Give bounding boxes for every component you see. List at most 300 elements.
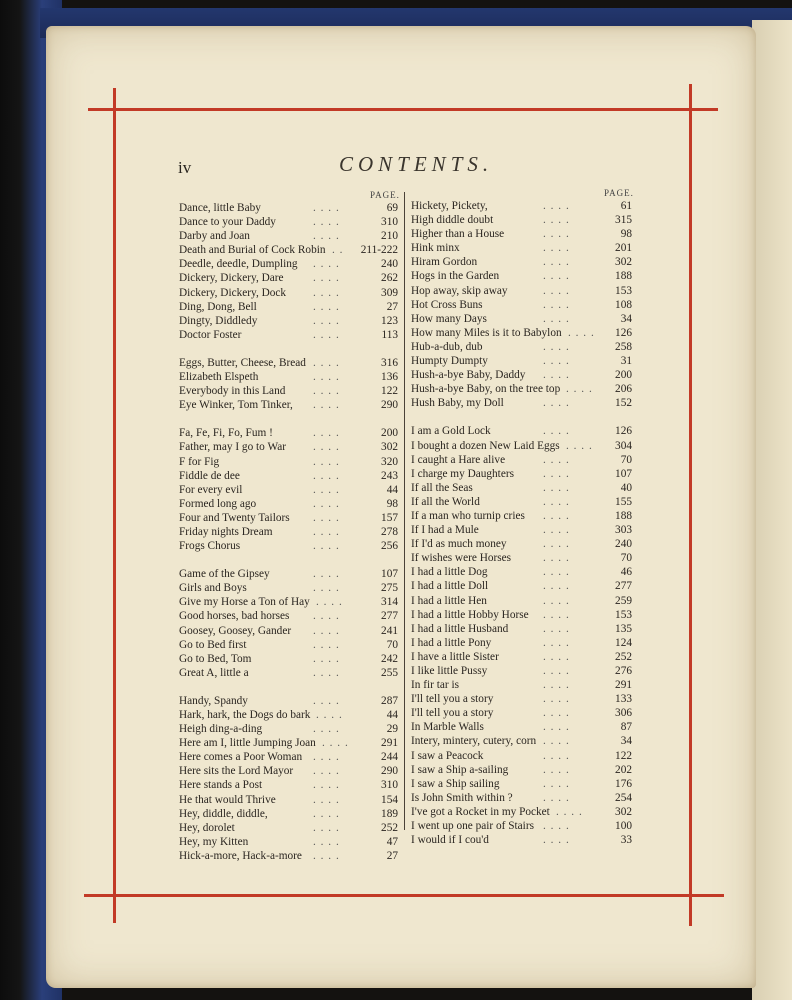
leader-dots: . . . . [313, 286, 340, 299]
leader-dots: . . . . [543, 721, 570, 734]
entry-title: Here am I, little Jumping Joan [179, 737, 316, 750]
entry-page-number: 291 [615, 679, 632, 692]
leader-dots: . . . . [313, 582, 340, 595]
entry-page-number: 87 [620, 721, 632, 734]
entry-title: I went up one pair of Stairs [411, 820, 534, 833]
leader-dots: . . . . [313, 328, 340, 341]
contents-entry [411, 749, 632, 763]
contents-entry [411, 608, 632, 622]
entry-title: Elizabeth Elspeth [179, 371, 259, 384]
leader-dots: . . . . [313, 202, 340, 214]
entry-title: Intery, mintery, cutery, corn [411, 735, 537, 748]
entry-page-number: 314 [381, 596, 398, 609]
entry-title: I saw a Peacock [411, 749, 484, 762]
contents-entry [411, 805, 632, 819]
contents-entry [411, 777, 632, 791]
entry-title: Dickery, Dickery, Dock [179, 286, 287, 299]
entry-title: Humpty Dumpty [411, 355, 488, 368]
leader-dots: . . . . [313, 666, 340, 679]
entry-title: Here sits the Lord Mayor [179, 765, 294, 778]
leader-dots: . . . . [543, 214, 570, 227]
frame-right-line [689, 84, 692, 926]
entry-page-number: 303 [615, 524, 632, 537]
contents-entry [411, 354, 632, 368]
entry-title: Here comes a Poor Woman [179, 751, 303, 764]
contents-entry [411, 467, 632, 481]
frame-left-line [113, 88, 116, 923]
left-contents-column [179, 201, 398, 863]
left-page-column-label: PAGE. [370, 190, 400, 200]
entry-title: I had a little Husband [411, 622, 509, 635]
contents-entry [411, 664, 632, 678]
contents-entry [411, 368, 632, 382]
leader-dots: . . . . [543, 650, 570, 663]
entry-title: Dance, little Baby [179, 202, 261, 214]
entry-page-number: 44 [386, 709, 398, 721]
entry-page-number: 70 [386, 638, 398, 651]
contents-entry [179, 736, 398, 750]
entry-title: If I had a Mule [411, 524, 479, 537]
entry-page-number: 46 [620, 566, 632, 579]
contents-entry [179, 483, 398, 497]
group-spacer [179, 553, 398, 567]
leader-dots: . . . . [556, 805, 583, 818]
entry-page-number: 278 [381, 525, 398, 538]
entry-title: Friday nights Dream [179, 525, 273, 538]
entry-page-number: 310 [381, 216, 398, 229]
contents-entry [411, 453, 632, 467]
leader-dots: . . . . [543, 397, 570, 410]
entry-page-number: 108 [615, 298, 632, 311]
page-title: CONTENTS. [339, 152, 494, 176]
contents-entry [411, 537, 632, 551]
contents-entry [411, 213, 632, 227]
entry-page-number: 136 [381, 371, 398, 384]
entry-title: Here stands a Post [179, 779, 263, 792]
entry-page-number: 252 [615, 650, 632, 663]
leader-dots: . . . . [543, 284, 570, 297]
contents-entry [179, 821, 398, 835]
entry-page-number: 152 [615, 397, 632, 410]
contents-entry [179, 243, 398, 257]
entry-page-number: 243 [381, 469, 398, 482]
leader-dots: . . . . [313, 385, 340, 398]
leader-dots: . . . . [543, 665, 570, 677]
entry-title: Give my Horse a Ton of Hay [179, 596, 310, 609]
entry-page-number: 176 [615, 777, 632, 790]
contents-entry [411, 678, 632, 692]
contents-entry [411, 340, 632, 354]
contents-entry [411, 594, 632, 608]
contents-entry [179, 257, 398, 271]
contents-entry [411, 734, 632, 748]
entry-page-number: 61 [620, 200, 632, 212]
contents-entry [411, 382, 632, 396]
contents-entry [411, 481, 632, 495]
leader-dots: . . . . [316, 709, 343, 721]
leader-dots: . . . . [313, 694, 340, 707]
entry-title: Is John Smith within ? [411, 791, 513, 804]
entry-page-number: 306 [615, 707, 632, 720]
contents-entry [179, 455, 398, 469]
leader-dots: . . . . [543, 791, 570, 804]
group-spacer [179, 680, 398, 694]
entry-page-number: 70 [620, 552, 632, 565]
entry-page-number: 107 [381, 568, 398, 581]
entry-page-number: 98 [620, 228, 632, 241]
leader-dots: . . . . [543, 355, 570, 368]
entry-title: Great A, little a [179, 666, 249, 679]
entry-page-number: 100 [615, 820, 632, 833]
entry-title: Hickety, Pickety, [411, 200, 488, 212]
entry-title: Goosey, Goosey, Gander [179, 624, 292, 637]
leader-dots: . . . . [313, 371, 340, 384]
entry-title: If all the Seas [411, 481, 473, 494]
entry-title: Handy, Spandy [179, 694, 248, 707]
contents-entry [179, 300, 398, 314]
leader-dots: . . . . [313, 540, 340, 553]
leader-dots: . . . . [543, 580, 570, 593]
contents-entry [179, 215, 398, 229]
entry-page-number: 315 [615, 214, 632, 227]
entry-title: Hink minx [411, 242, 460, 255]
leader-dots: . . . . [543, 707, 570, 720]
contents-entry [179, 638, 398, 652]
entry-title: Dingty, Diddledy [179, 314, 258, 327]
entry-title: If a man who turnip cries [411, 509, 525, 522]
contents-entry [179, 835, 398, 849]
leader-dots: . . . . [313, 765, 340, 778]
leader-dots: . . . . [543, 538, 570, 551]
entry-page-number: 189 [381, 807, 398, 820]
entry-page-number: 135 [615, 622, 632, 635]
contents-entry [411, 312, 632, 326]
entry-title: Hey, my Kitten [179, 835, 249, 848]
entry-page-number: 34 [620, 312, 632, 325]
contents-entry [179, 511, 398, 525]
right-contents-column [411, 199, 632, 847]
contents-entry [179, 286, 398, 300]
contents-entry [411, 284, 632, 298]
entry-title: I had a little Pony [411, 636, 492, 649]
leader-dots: . . [332, 244, 344, 257]
entry-title: I'll tell you a story [411, 707, 494, 720]
leader-dots: . . . . [313, 399, 340, 412]
leader-dots: . . . . [543, 552, 570, 565]
contents-entry [179, 398, 398, 412]
contents-entry [411, 396, 632, 410]
leader-dots: . . . . [566, 439, 593, 452]
leader-dots: . . . . [543, 453, 570, 466]
leader-dots: . . . . [543, 369, 570, 382]
entry-page-number: 211-222 [360, 244, 398, 257]
leader-dots: . . . . [313, 455, 340, 468]
contents-entry [179, 793, 398, 807]
entry-title: Hick-a-more, Hack-a-more [179, 849, 302, 862]
entry-title: Hush-a-bye Baby, Daddy [411, 369, 526, 382]
entry-page-number: 291 [381, 737, 398, 750]
entry-page-number: 290 [381, 399, 398, 412]
adjacent-page-edge [752, 20, 792, 1000]
leader-dots: . . . . [543, 242, 570, 255]
entry-title: Dance to your Daddy [179, 216, 276, 229]
entry-page-number: 70 [620, 453, 632, 466]
leader-dots: . . . . [313, 356, 340, 369]
entry-title: I like little Pussy [411, 665, 488, 677]
leader-dots: . . . . [313, 849, 340, 862]
leader-dots: . . . . [543, 566, 570, 579]
entry-page-number: 252 [381, 821, 398, 834]
entry-page-number: 122 [381, 385, 398, 398]
leader-dots: . . . . [543, 200, 570, 212]
contents-entry [179, 694, 398, 708]
entry-page-number: 258 [615, 340, 632, 353]
contents-entry [411, 298, 632, 312]
entry-page-number: 123 [381, 314, 398, 327]
entry-page-number: 255 [381, 666, 398, 679]
leader-dots: . . . . [543, 749, 570, 762]
entry-title: F for Fig [179, 455, 220, 468]
entry-page-number: 27 [386, 300, 398, 313]
entry-title: For every evil [179, 483, 243, 496]
contents-entry [179, 624, 398, 638]
entry-title: I charge my Daughters [411, 467, 514, 480]
contents-entry [411, 565, 632, 579]
contents-entry [179, 666, 398, 680]
entry-page-number: 202 [615, 763, 632, 776]
entry-page-number: 44 [386, 483, 398, 496]
entry-page-number: 287 [381, 694, 398, 707]
contents-entry [179, 426, 398, 440]
leader-dots: . . . . [313, 469, 340, 482]
entry-title: I'll tell you a story [411, 693, 494, 706]
entry-page-number: 29 [386, 723, 398, 736]
leader-dots: . . . . [322, 737, 349, 750]
entry-page-number: 69 [386, 202, 398, 214]
contents-entry [179, 314, 398, 328]
contents-entry [411, 819, 632, 833]
entry-page-number: 277 [615, 580, 632, 593]
contents-entry [411, 241, 632, 255]
entry-title: I have a little Sister [411, 650, 499, 663]
leader-dots: . . . . [543, 594, 570, 607]
contents-entry [411, 692, 632, 706]
entry-title: I caught a Hare alive [411, 453, 506, 466]
leader-dots: . . . . [313, 835, 340, 848]
leader-dots: . . . . [313, 272, 340, 285]
entry-page-number: 113 [381, 328, 398, 341]
contents-entry [179, 271, 398, 285]
leader-dots: . . . . [543, 298, 570, 311]
entry-title: Frogs Chorus [179, 540, 241, 553]
contents-entry [179, 609, 398, 623]
entry-title: Hub-a-dub, dub [411, 340, 483, 353]
entry-title: If I'd as much money [411, 538, 507, 551]
leader-dots: . . . . [543, 763, 570, 776]
entry-title: Fiddle de dee [179, 469, 240, 482]
entry-title: Father, may I go to War [179, 441, 286, 454]
entry-page-number: 309 [381, 286, 398, 299]
contents-entry [411, 833, 632, 847]
entry-title: Darby and Joan [179, 230, 250, 243]
entry-title: In fir tar is [411, 679, 459, 692]
leader-dots: . . . . [313, 525, 340, 538]
entry-title: Hark, hark, the Dogs do bark [179, 709, 311, 721]
entry-page-number: 302 [381, 441, 398, 454]
contents-entry [179, 778, 398, 792]
leader-dots: . . . . [313, 427, 340, 440]
entry-title: Eye Winker, Tom Tinker, [179, 399, 293, 412]
leader-dots: . . . . [543, 820, 570, 833]
frame-bottom-line [84, 894, 724, 897]
leader-dots: . . . . [313, 314, 340, 327]
entry-title: How many Miles is it to Babylon [411, 326, 562, 339]
contents-entry [179, 581, 398, 595]
entry-page-number: 33 [620, 834, 632, 847]
leader-dots: . . . . [543, 524, 570, 537]
leader-dots: . . . . [313, 821, 340, 834]
contents-entry [411, 720, 632, 734]
entry-title: Go to Bed first [179, 638, 247, 651]
leader-dots: . . . . [568, 326, 595, 339]
entry-page-number: 188 [615, 509, 632, 522]
entry-page-number: 40 [620, 481, 632, 494]
contents-entry [411, 551, 632, 565]
entry-page-number: 153 [615, 608, 632, 621]
contents-entry [411, 636, 632, 650]
entry-page-number: 201 [615, 242, 632, 255]
entry-page-number: 34 [620, 735, 632, 748]
leader-dots: . . . . [313, 610, 340, 623]
entry-title: Dickery, Dickery, Dare [179, 272, 284, 285]
leader-dots: . . . . [543, 256, 570, 269]
entry-page-number: 240 [615, 538, 632, 551]
contents-entry [411, 227, 632, 241]
entry-title: I am a Gold Lock [411, 425, 491, 438]
contents-entry [179, 652, 398, 666]
group-spacer [411, 410, 632, 424]
entry-title: Hey, dorolet [179, 821, 235, 834]
contents-entry [411, 439, 632, 453]
contents-entry [179, 328, 398, 342]
contents-entry [411, 424, 632, 438]
entry-title: Heigh ding-a-ding [179, 723, 263, 736]
entry-title: Four and Twenty Tailors [179, 511, 290, 524]
entry-page-number: 316 [381, 356, 398, 369]
entry-title: Fa, Fe, Fi, Fo, Fum ! [179, 427, 273, 440]
entry-page-number: 27 [386, 849, 398, 862]
entry-page-number: 277 [381, 610, 398, 623]
leader-dots: . . . . [313, 793, 340, 806]
leader-dots: . . . . [543, 270, 570, 283]
entry-title: I had a little Hobby Horse [411, 608, 529, 621]
contents-entry [411, 622, 632, 636]
entry-title: I've got a Rocket in my Pocket [411, 805, 550, 818]
contents-entry [411, 763, 632, 777]
contents-entry [179, 229, 398, 243]
entry-title: I bought a dozen New Laid Eggs [411, 439, 560, 452]
entry-title: Hogs in the Garden [411, 270, 500, 283]
contents-entry [179, 539, 398, 553]
page-number: iv [178, 158, 192, 177]
entry-page-number: 276 [615, 665, 632, 677]
entry-page-number: 126 [615, 326, 632, 339]
leader-dots: . . . . [313, 624, 340, 637]
entry-title: I had a little Dog [411, 566, 488, 579]
entry-page-number: 31 [620, 355, 632, 368]
entry-page-number: 256 [381, 540, 398, 553]
entry-title: Hush-a-bye Baby, on the tree top [411, 383, 561, 396]
entry-page-number: 275 [381, 582, 398, 595]
contents-entry [179, 201, 398, 215]
contents-entry [411, 706, 632, 720]
contents-entry [411, 509, 632, 523]
entry-title: Higher than a House [411, 228, 505, 241]
entry-page-number: 262 [381, 272, 398, 285]
entry-page-number: 124 [615, 636, 632, 649]
entry-title: Good horses, bad horses [179, 610, 290, 623]
leader-dots: . . . . [313, 441, 340, 454]
leader-dots: . . . . [313, 807, 340, 820]
entry-page-number: 302 [615, 256, 632, 269]
group-spacer [179, 412, 398, 426]
contents-entry [411, 199, 632, 213]
leader-dots: . . . . [543, 608, 570, 621]
entry-title: High diddle doubt [411, 214, 494, 227]
entry-page-number: 126 [615, 425, 632, 438]
entry-title: Deedle, deedle, Dumpling [179, 258, 298, 271]
leader-dots: . . . . [543, 481, 570, 494]
entry-title: Game of the Gipsey [179, 568, 270, 581]
leader-dots: . . . . [313, 216, 340, 229]
leader-dots: . . . . [543, 834, 570, 847]
leader-dots: . . . . [543, 467, 570, 480]
entry-page-number: 154 [381, 793, 398, 806]
leader-dots: . . . . [313, 300, 340, 313]
entry-page-number: 310 [381, 779, 398, 792]
entry-page-number: 320 [381, 455, 398, 468]
contents-entry [179, 525, 398, 539]
entry-title: Formed long ago [179, 497, 257, 510]
leader-dots: . . . . [316, 596, 343, 609]
entry-title: Ding, Dong, Bell [179, 300, 257, 313]
entry-page-number: 290 [381, 765, 398, 778]
entry-page-number: 200 [615, 369, 632, 382]
leader-dots: . . . . [543, 777, 570, 790]
entry-title: Doctor Foster [179, 328, 242, 341]
entry-page-number: 47 [386, 835, 398, 848]
entry-title: Go to Bed, Tom [179, 652, 252, 665]
leader-dots: . . . . [313, 638, 340, 651]
leader-dots: . . . . [313, 511, 340, 524]
leader-dots: . . . . [543, 679, 570, 692]
entry-title: If all the World [411, 495, 480, 508]
entry-page-number: 244 [381, 751, 398, 764]
entry-title: Hop away, skip away [411, 284, 508, 297]
contents-entry [179, 807, 398, 821]
entry-page-number: 107 [615, 467, 632, 480]
leader-dots: . . . . [313, 652, 340, 665]
entry-page-number: 153 [615, 284, 632, 297]
leader-dots: . . . . [543, 735, 570, 748]
contents-entry [179, 440, 398, 454]
contents-entry [179, 595, 398, 609]
leader-dots: . . . . [313, 497, 340, 510]
entry-title: How many Days [411, 312, 487, 325]
entry-page-number: 242 [381, 652, 398, 665]
entry-page-number: 188 [615, 270, 632, 283]
entry-title: Hey, diddle, diddle, [179, 807, 268, 820]
